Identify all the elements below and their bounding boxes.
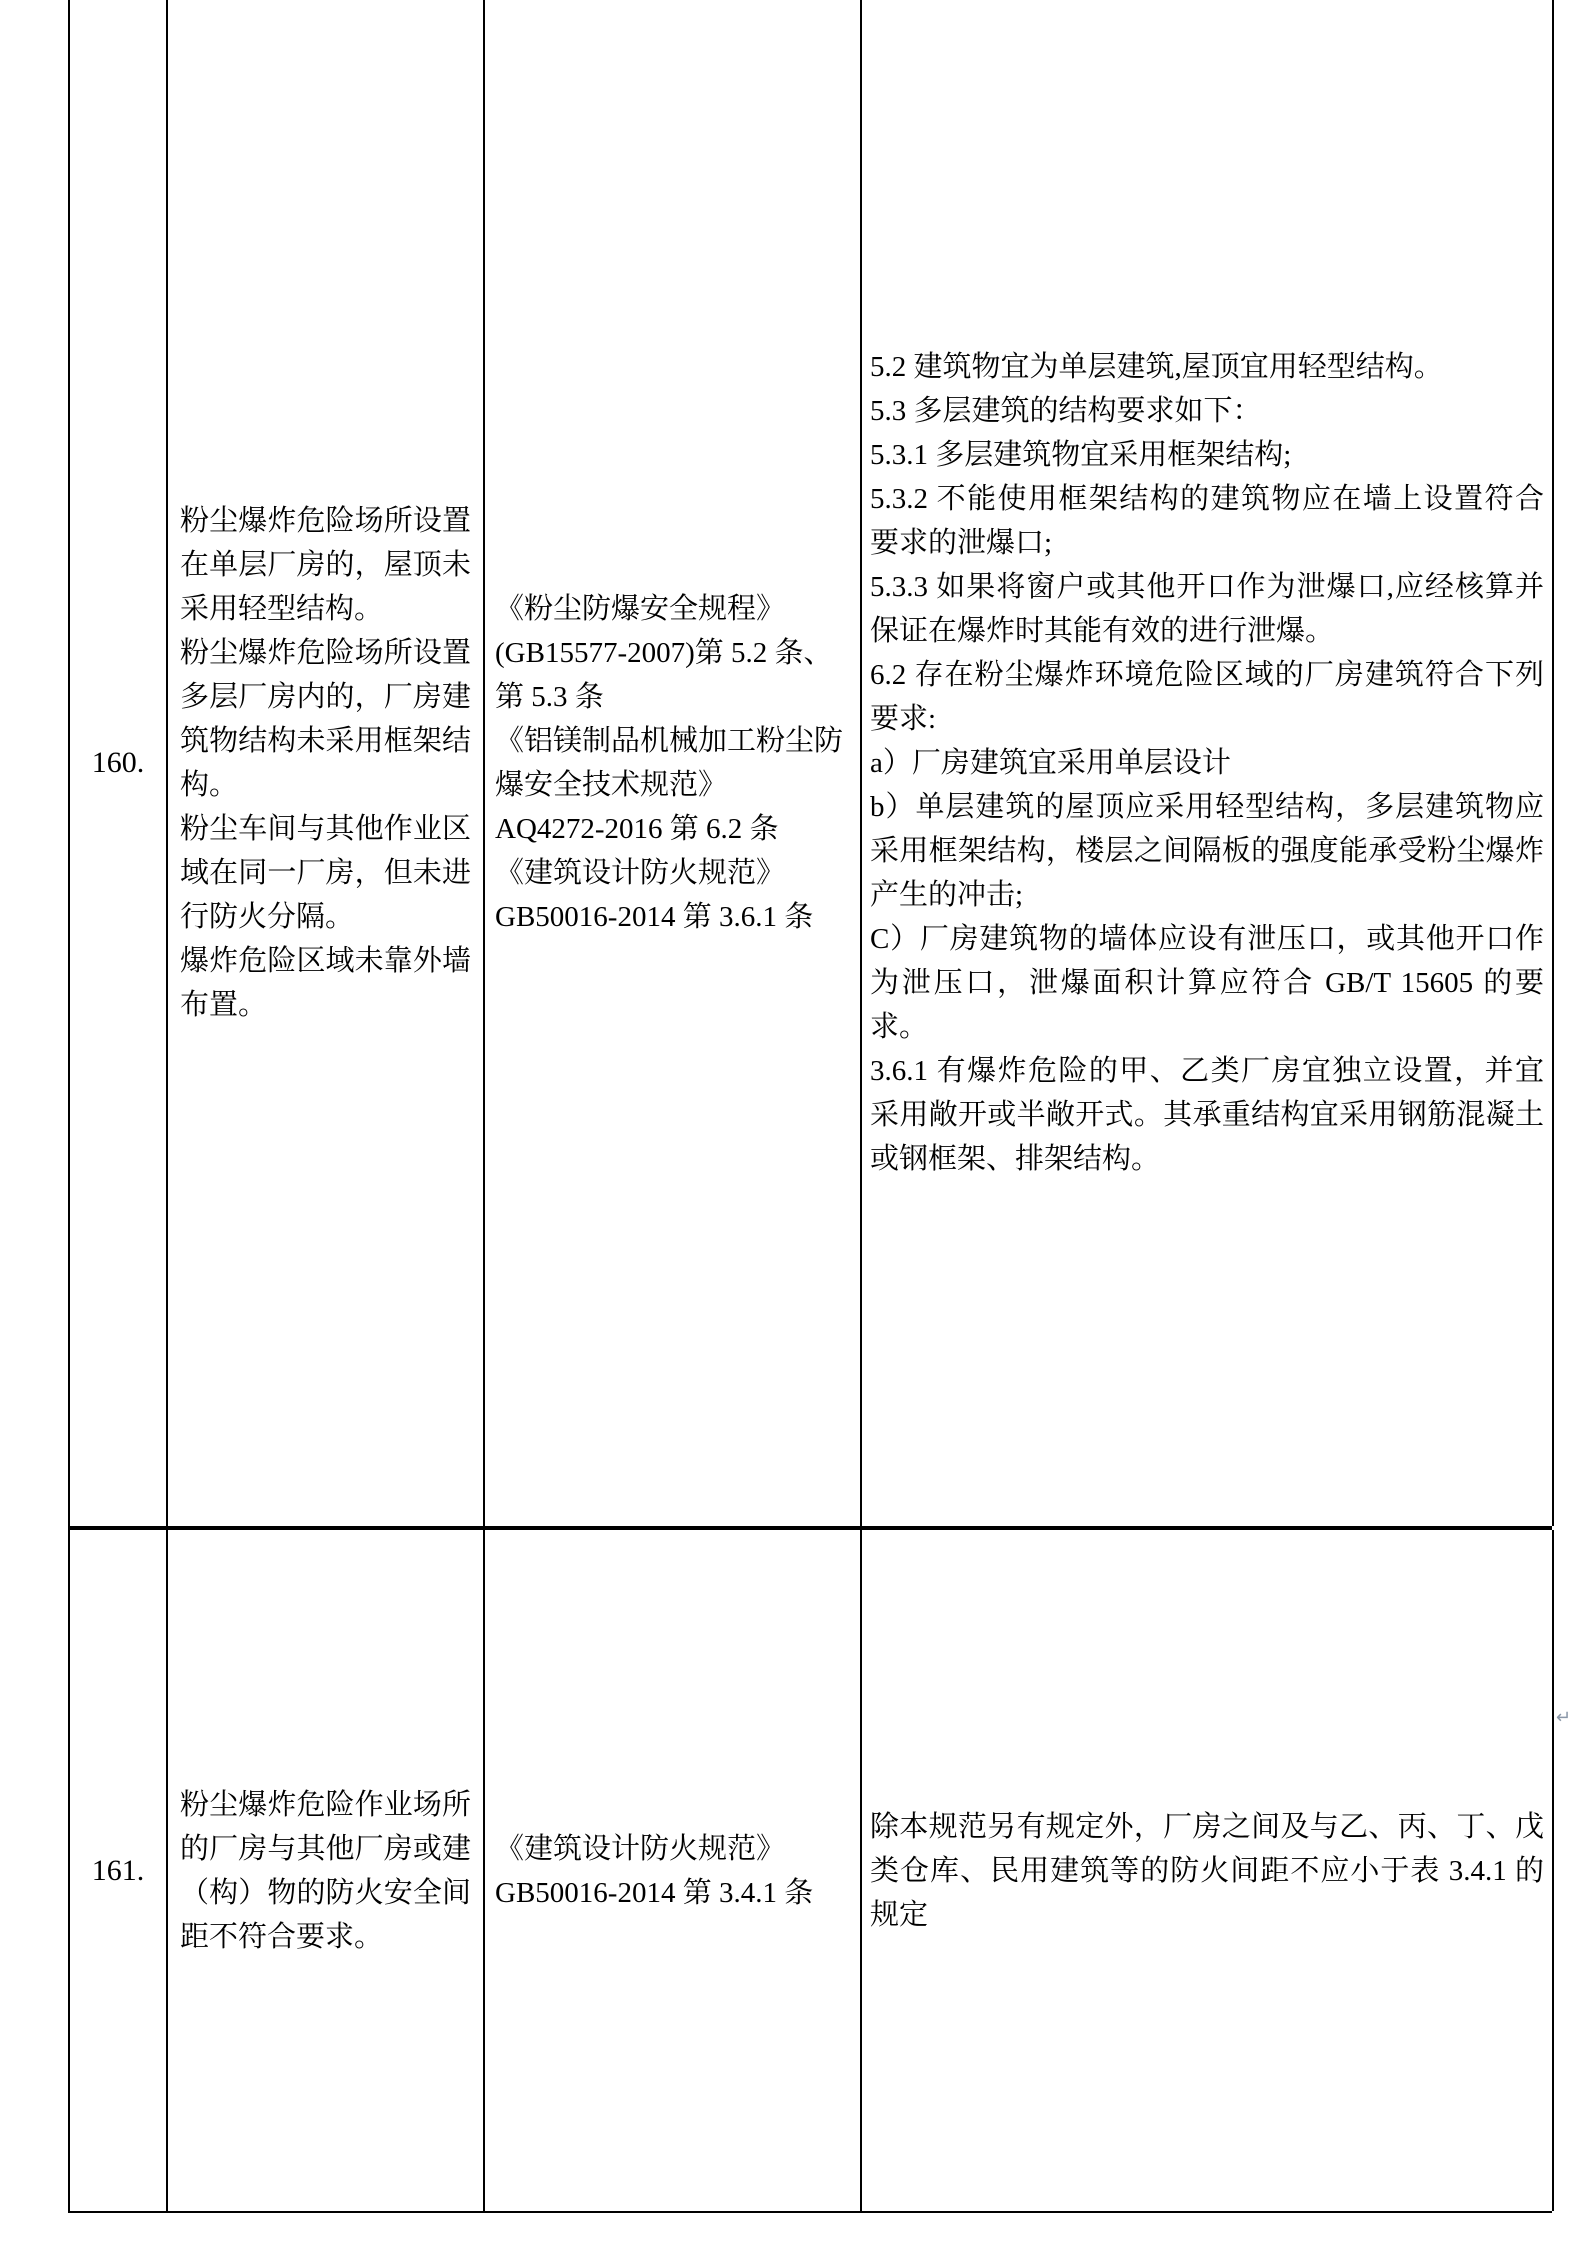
requirement-paragraph: 5.2 建筑物宜为单层建筑,屋顶宜用轻型结构。: [870, 351, 1443, 383]
basis-line: 《建筑设计防火规范》: [495, 1832, 786, 1865]
problem-description-cell: [168, 1530, 485, 2211]
basis-line: GB50016-2014 第 3.6.1 条: [495, 901, 814, 933]
requirement-paragraph: 6.2 存在粉尘爆炸环境危险区域的厂房建筑符合下列要求:: [870, 659, 1544, 735]
row-number: 160.: [91, 746, 145, 779]
problem-paragraph: 粉尘爆炸危险场所设置在单层厂房的，屋顶未采用轻型结构。: [180, 505, 471, 625]
requirement-paragraph: C）厂房建筑物的墙体应设有泄压口，或其他开口作为泄压口，泄爆面积计算应符合 GB/T 15605 的要求。: [870, 923, 1544, 1043]
legal-basis-cell: [485, 1530, 862, 2211]
row-number: 161.: [91, 1853, 145, 1887]
requirement-paragraph: 5.3 多层建筑的结构要求如下：: [870, 395, 1262, 427]
basis-line: 第 5.3 条: [495, 681, 604, 713]
problem-paragraph: 粉尘车间与其他作业区域在同一厂房，但未进行防火分隔。: [180, 813, 471, 933]
requirement-paragraph: 3.6.1 有爆炸危险的甲、乙类厂房宜独立设置，并宜采用敞开或半敞开式。其承重结构宜采用钢筋混凝土或钢框架、排架结构。: [870, 1055, 1544, 1175]
basis-line: 《粉尘防爆安全规程》: [495, 593, 786, 625]
row-end-marker: ↵: [1556, 1707, 1572, 1727]
problem-description-cell: [168, 0, 485, 1526]
requirement-paragraph: 除本规范另有规定外，厂房之间及与乙、丙、丁、戊类仓库、民用建筑等的防火间距不应小于表 3.4.1 的规定: [870, 1810, 1544, 1931]
requirement-paragraph: b）单层建筑的屋顶应采用轻型结构，多层建筑物应采用框架结构，楼层之间隔板的强度能承受粉尘爆炸产生的冲击;: [870, 791, 1544, 911]
basis-line: GB50016-2014 第 3.4.1 条: [495, 1876, 814, 1909]
requirement-paragraph: a）厂房建筑宜采用单层设计: [870, 747, 1231, 779]
problem-paragraph: 粉尘爆炸危险作业场所的厂房与其他厂房或建（构）物的防火安全间距不符合要求。: [180, 1788, 471, 1953]
requirement-text-cell: [862, 0, 1554, 1526]
basis-line: (GB15577-2007)第 5.2 条、: [495, 637, 833, 669]
requirement-paragraph: 5.3.1 多层建筑物宜采用框架结构;: [870, 439, 1292, 471]
problem-paragraph: 爆炸危险区域未靠外墙布置。: [180, 945, 471, 1021]
basis-line: AQ4272-2016 第 6.2 条: [495, 813, 779, 845]
basis-line: 《铝镁制品机械加工粉尘防: [495, 725, 844, 757]
basis-line: 爆安全技术规范》: [495, 769, 728, 801]
legal-basis-cell: [485, 0, 862, 1526]
requirement-paragraph: 5.3.2 不能使用框架结构的建筑物应在墙上设置符合要求的泄爆口;: [870, 483, 1544, 559]
requirement-text-cell: [862, 1530, 1554, 2211]
table-row-160: [70, 0, 1552, 1530]
basis-line: 《建筑设计防火规范》: [495, 857, 786, 889]
problem-paragraph: 粉尘爆炸危险场所设置多层厂房内的，厂房建筑物结构未采用框架结构。: [180, 637, 471, 801]
regulation-table: [68, 0, 1552, 2213]
table-row-161: [70, 1530, 1552, 2213]
row-number-cell: [70, 1530, 168, 2211]
row-number-cell: [70, 0, 168, 1526]
requirement-paragraph: 5.3.3 如果将窗户或其他开口作为泄爆口,应经核算并保证在爆炸时其能有效的进行泄爆。: [870, 571, 1544, 647]
